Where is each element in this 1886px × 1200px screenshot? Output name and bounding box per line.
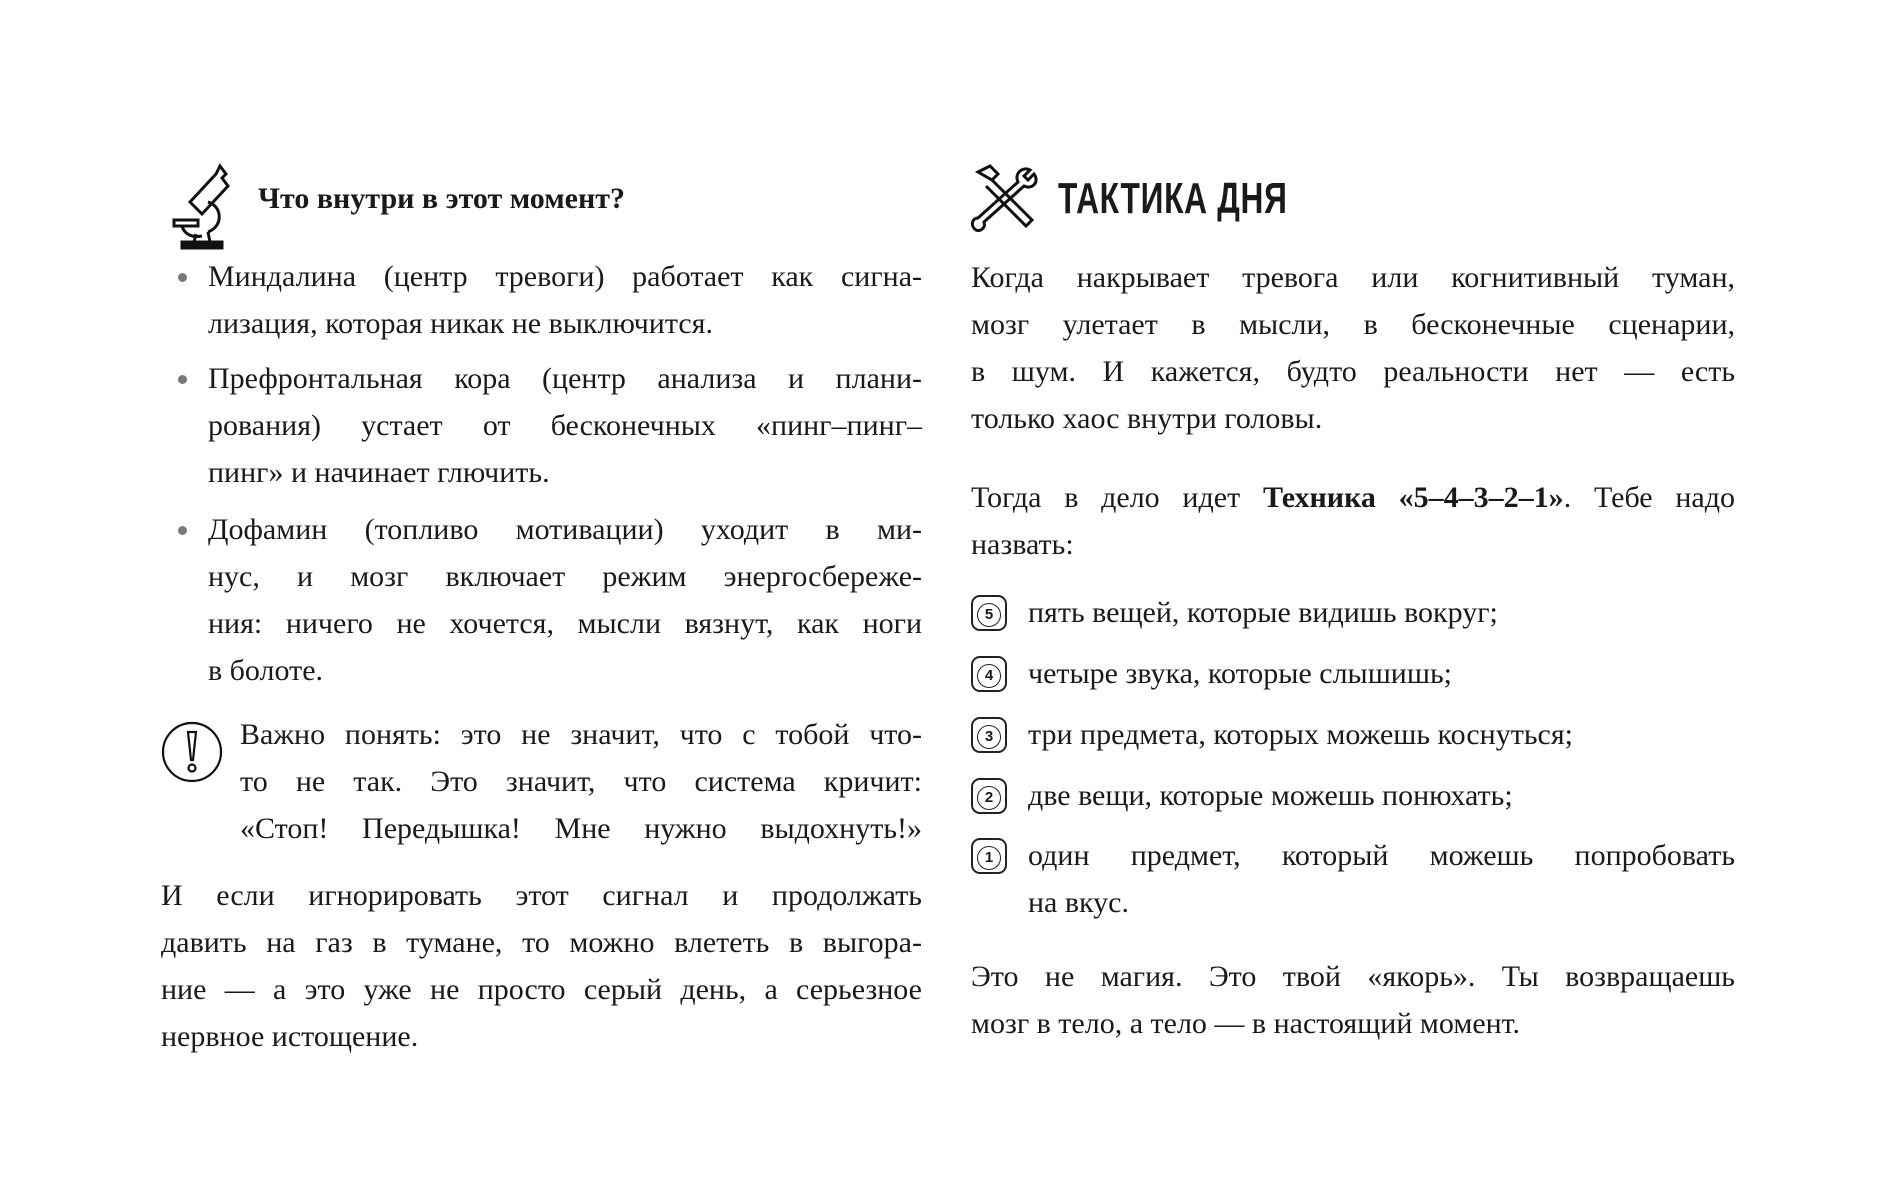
list-item: [1028, 650, 1735, 697]
bullet-dot: [178, 526, 187, 535]
text-line: пять вещей, которые видишь вокруг;: [1028, 596, 1498, 629]
text-line: давить на газ в тумане, то можно влететь в выгора-: [161, 926, 922, 959]
number-badge-icon: [971, 838, 1007, 874]
intro-paragraph: [971, 254, 1735, 442]
section-heading: Что внутри в этот момент?: [258, 182, 626, 215]
technique-name: Техника «5–4–3–2–1»: [1262, 481, 1564, 514]
badge-number: 4: [977, 664, 1001, 688]
text-line: нус, и мозг включает режим энергосбереже-: [208, 560, 922, 593]
tools-icon: [968, 162, 1040, 234]
bullet-dot: [178, 273, 187, 282]
number-badge-icon: [971, 595, 1007, 631]
text-line: Это не магия. Это твой «якорь». Ты возвращаешь: [971, 960, 1735, 993]
text-line: только хаос внутри головы.: [971, 402, 1323, 435]
badge-number: 5: [977, 603, 1001, 627]
number-badge-icon: [971, 778, 1007, 814]
list-item: [1028, 832, 1735, 926]
list-item: [1028, 772, 1735, 819]
badge-number: 2: [977, 786, 1001, 810]
bullet-item: [208, 355, 922, 496]
text-line: две вещи, которые можешь понюхать;: [1028, 779, 1513, 812]
badge-number: 1: [977, 846, 1001, 870]
number-badge-icon: [971, 717, 1007, 753]
text-line: И если игнорировать этот сигнал и продолжать: [161, 879, 922, 912]
text-line: Префронтальная кора (центр анализа и плани-: [208, 362, 922, 395]
text-line: пинг» и начинает глючить.: [208, 456, 550, 489]
text-line: четыре звука, которые слышишь;: [1028, 657, 1452, 690]
text-line: Важно понять: это не значит, что с тобой что-: [240, 718, 922, 751]
technique-paragraph: [971, 474, 1735, 568]
list-item: [1028, 711, 1735, 758]
bullet-item: [208, 506, 922, 694]
text-line: Когда накрывает тревога или когнитивный туман,: [971, 261, 1735, 294]
conclusion-paragraph: [971, 953, 1735, 1047]
bullet-dot: [178, 375, 187, 384]
number-badge-icon: [971, 656, 1007, 692]
text-run: . Тебе надо: [1563, 481, 1736, 514]
bullet-item: [208, 253, 922, 347]
text-line: один предмет, который можешь попробовать: [1028, 839, 1735, 872]
text-line: Дофамин (топливо мотивации) уходит в ми-: [208, 513, 922, 546]
important-note: [240, 711, 922, 852]
text-line: [971, 474, 1735, 521]
text-line: ние — а это уже не просто серый день, а серьезное: [161, 973, 922, 1006]
text-line: на вкус.: [1028, 886, 1130, 919]
text-run: Тогда в дело идет: [971, 481, 1263, 514]
text-line: лизация, которая никак не выключится.: [208, 307, 713, 340]
badge-number: 3: [977, 725, 1001, 749]
text-line: рования) устает от бесконечных «пинг–пинг–: [208, 409, 922, 442]
closing-paragraph: [161, 872, 922, 1060]
text-line: то не так. Это значит, что система кричит:: [240, 765, 922, 798]
text-line: три предмета, которых можешь коснуться;: [1028, 718, 1573, 751]
microscope-icon: [168, 162, 244, 250]
tactic-heading: ТАКТИКА ДНЯ: [1058, 174, 1288, 223]
text-line: нервное истощение.: [161, 1020, 419, 1053]
text-line: ния: ничего не хочется, мысли вязнут, как ноги: [208, 607, 922, 640]
text-line: Миндалина (центр тревоги) работает как сигна-: [208, 260, 922, 293]
text-line: мозг в тело, а тело — в настоящий момент.: [971, 1007, 1521, 1040]
text-line: назвать:: [971, 528, 1074, 561]
text-line: «Стоп! Передышка! Мне нужно выдохнуть!»: [240, 812, 922, 845]
text-line: в шум. И кажется, будто реальности нет — есть: [971, 355, 1735, 388]
text-line: в болоте.: [208, 654, 324, 687]
text-line: мозг улетает в мысли, в бесконечные сценарии,: [971, 308, 1735, 341]
list-item: [1028, 589, 1735, 636]
exclamation-icon: [160, 720, 224, 784]
